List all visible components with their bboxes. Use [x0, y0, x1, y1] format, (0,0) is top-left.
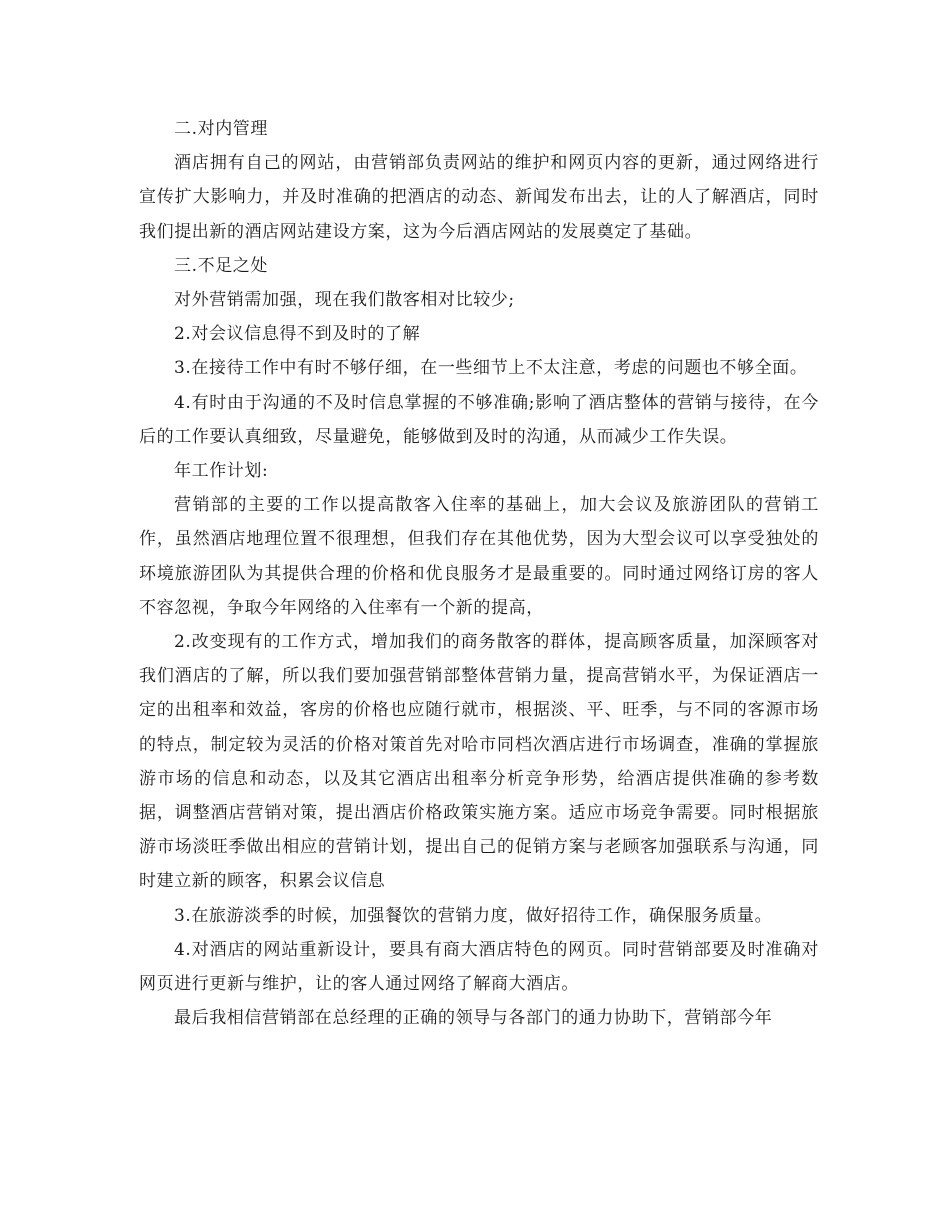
- plan-item-2: 2.改变现有的工作方式，增加我们的商务散客的群体，提高顾客质量，加深顾客对我们酒店的了解，所以我们要加强营销部整体营销力量，提高营销水平，为保证酒店一定的出租率和效益，客房的价格也应随行就市，根据淡、平、旺季，与不同的客源市场的特点，制定较为灵活的价格对策首先对哈市同档次酒店进行市场调查，准确的掌握旅游市场的信息和动态，以及其它酒店出租率分析竞争形势，给酒店提供准确的参考数据，调整酒店营销对策，提出酒店价格政策实施方案。适应市场竞争需要。同时根据旅游市场淡旺季做出相应的营销计划，提出自己的促销方案与老顾客加强联系与沟通，同时建立新的顾客，积累会议信息: [139, 632, 819, 892]
- heading-shortcomings: 三.不足之处: [174, 255, 269, 276]
- shortcoming-item-3: 3.在接待工作中有时不够仔细，在一些细节上不太注意，考虑的问题也不够全面。: [174, 358, 808, 379]
- heading-annual-plan: 年工作计划:: [174, 461, 269, 482]
- shortcoming-item-2: 2.对会议信息得不到及时的了解: [174, 324, 421, 345]
- heading-internal-management: 二.对内管理: [174, 119, 269, 139]
- plan-item-1: 营销部的主要的工作以提高散客入住率的基础上，加大会议及旅游团队的营销工作，虽然酒店地理位置不很理想，但我们存在其他优势，因为大型会议可以享受独处的环境旅游团队为其提供合理的价格和优良服务才是最重要的。同时通过网络订房的客人不容忽视，争取今年网络的入住率有一个新的提高，: [139, 495, 819, 618]
- plan-item-3: 3.在旅游淡季的时候，加强餐饮的营销力度，做好招待工作，确保服务质量。: [174, 905, 773, 926]
- shortcoming-item-1: 对外营销需加强，现在我们散客相对比较少;: [174, 290, 515, 311]
- paragraph-website: 酒店拥有自己的网站，由营销部负责网站的维护和网页内容的更新，通过网络进行宣传扩大影响力，并及时准确的把酒店的动态、新闻发布出去，让的人了解酒店，同时我们提出新的酒店网站建设方案，这为今后酒店网站的发展奠定了基础。: [139, 153, 819, 242]
- closing-paragraph: 最后我相信营销部在总经理的正确的领导与各部门的通力协助下，营销部今年: [174, 1008, 773, 1029]
- document-page: [139, 112, 819, 1035]
- shortcoming-item-4: 4.有时由于沟通的不及时信息掌握的不够准确;影响了酒店整体的营销与接待，在今后的工作要认真细致，尽量避免，能够做到及时的沟通，从而减少工作失误。: [139, 392, 819, 447]
- plan-item-4: 4.对酒店的网站重新设计，要具有商大酒店特色的网页。同时营销部要及时准确对网页进行更新与维护，让的客人通过网络了解商大酒店。: [139, 939, 819, 995]
